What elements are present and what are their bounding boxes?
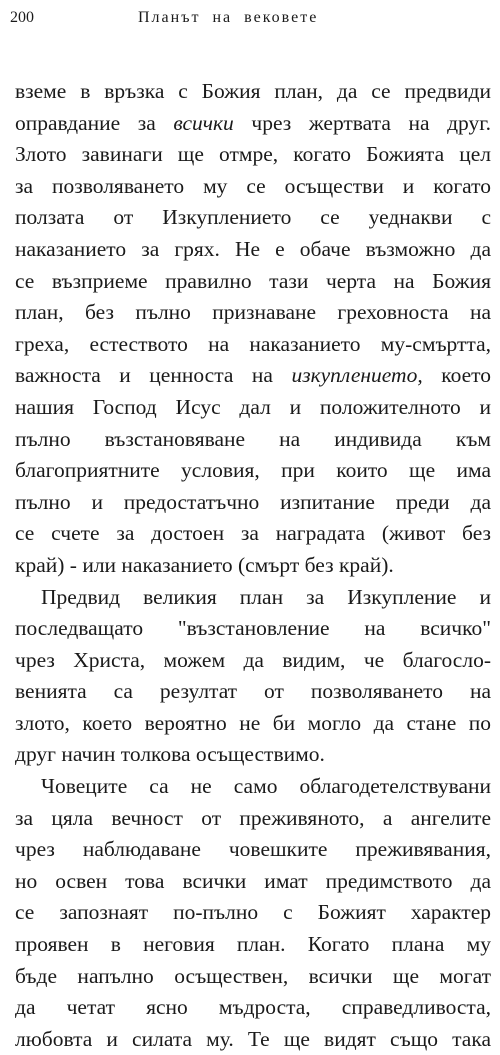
- text-line: край) - или наказанието (смърт без край).: [15, 552, 394, 577]
- text-line: за цяла вечност от преживяното, а ангелите: [15, 805, 491, 830]
- text-line: друг начин толкова осъществимо.: [15, 742, 325, 767]
- page-number: 200: [10, 9, 34, 26]
- text-line: да четат ясно мъдроста, справедливоста,: [15, 995, 491, 1020]
- text-line: последващато "възстановление на всичко": [15, 616, 491, 641]
- text-line: греха, естеството на наказанието му-смъртта,: [15, 331, 491, 356]
- text-line: вземе в връзка с Божия план, да се предвиди: [15, 79, 491, 103]
- text-line: пълно възстановяване на индивида към: [15, 426, 491, 451]
- text-line: Злото завинаги ще отмре, когато Божията цел: [15, 142, 491, 167]
- text-line: за позволяването му се осъществи и когато: [15, 173, 491, 198]
- text-line: проявен в неговия план. Когато плана му: [15, 932, 491, 957]
- text-line: нашия Господ Исус дал и положителното и: [15, 394, 491, 419]
- emphasized-word: всички: [173, 110, 234, 135]
- page-header: [10, 6, 486, 30]
- text-segment: важноста и ценноста на: [15, 363, 292, 388]
- text-line: наказанието за грях. Не е обаче възможно да: [15, 236, 491, 261]
- text-line: венията са резултат от позволяването на: [15, 679, 491, 704]
- text-line: но освен това всички имат предимството да: [15, 868, 491, 893]
- text-line: се възприеме правилно тази черта на Божия: [15, 268, 491, 293]
- text-line: се запознаят по-пълно с Божият характер: [15, 900, 491, 925]
- text-line: [15, 108, 491, 140]
- text-line: план, без пълно признаване греховноста на: [15, 300, 491, 325]
- text-line: се счете за достоен за наградата (живот без: [15, 521, 491, 546]
- body-text: [15, 76, 491, 1055]
- text-line: Човеците са не само облагодетелствувани: [41, 774, 491, 799]
- text-line: чрез наблюдаване човешките преживявания,: [15, 837, 491, 862]
- text-line: чрез Христа, можем да видим, че благосло-: [15, 647, 491, 672]
- emphasized-word: изкуплението,: [291, 363, 423, 388]
- text-line: [15, 360, 491, 392]
- text-line: ползата от Изкуплението се уеднакви с: [15, 205, 491, 230]
- text-segment: чрез жертвата на друг.: [233, 110, 491, 135]
- text-segment: което: [422, 363, 491, 388]
- text-line: благоприятните условия, при които ще има: [15, 458, 491, 483]
- text-line: Предвид великия план за Изкупление и: [41, 584, 491, 609]
- running-title: Планът на вековете: [138, 9, 319, 26]
- text-line: любовта и силата му. Те ще видят също така: [15, 1026, 491, 1051]
- text-line: злото, което вероятно не би могло да стане по: [15, 710, 491, 735]
- text-line: бъде напълно осъществен, всички ще могат: [15, 963, 491, 988]
- text-line: пълно и предостатъчно изпитание преди да: [15, 489, 491, 514]
- text-segment: оправдание за: [15, 110, 174, 135]
